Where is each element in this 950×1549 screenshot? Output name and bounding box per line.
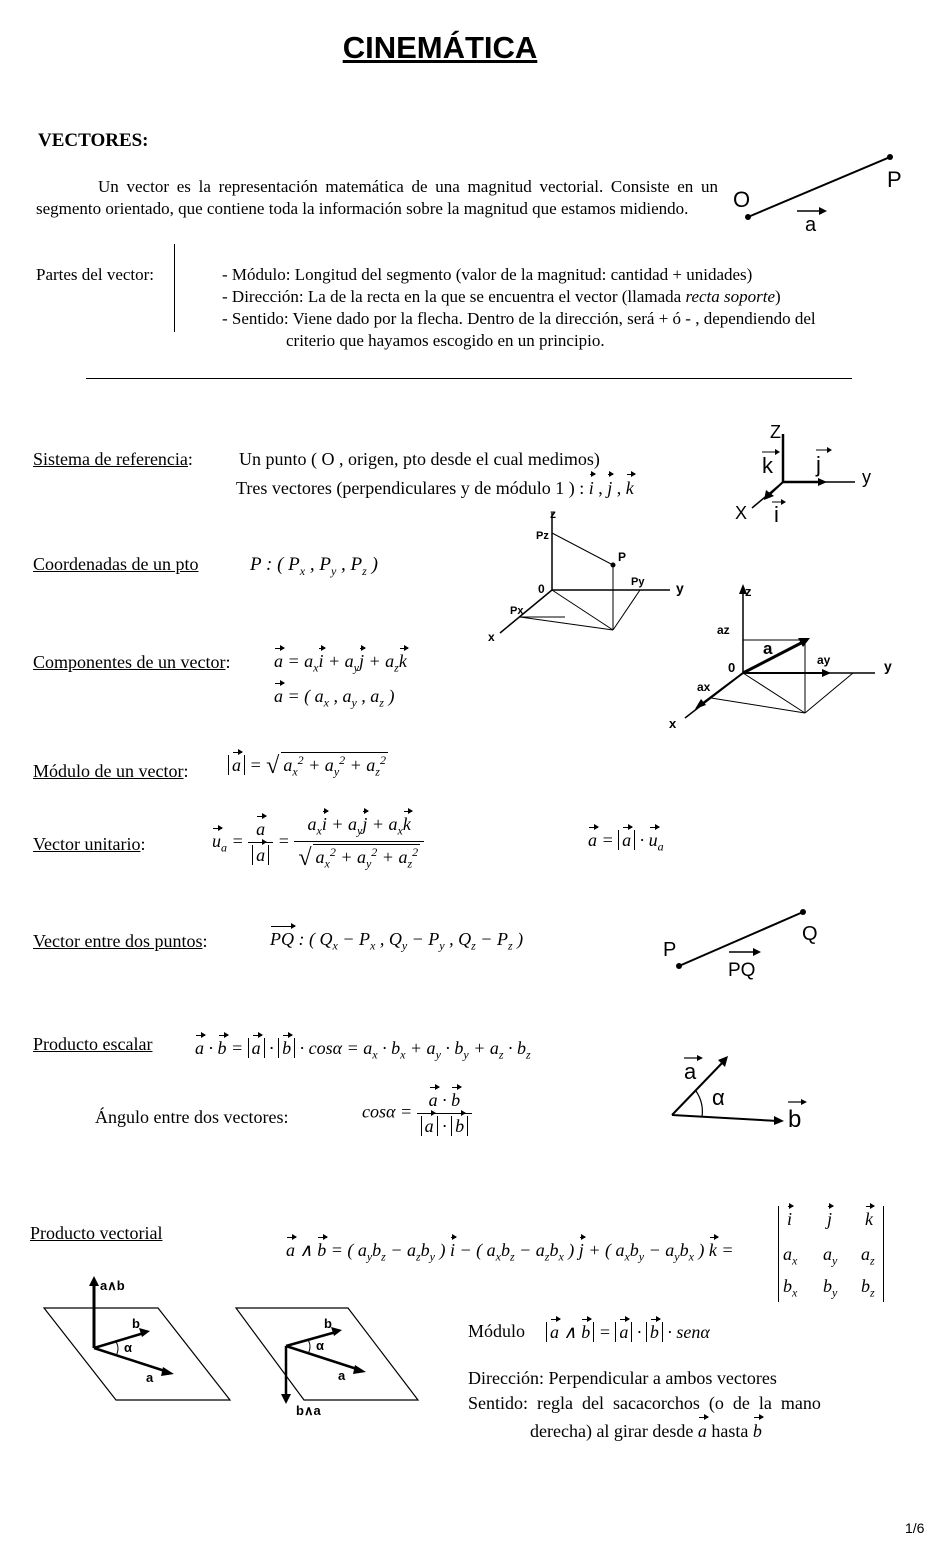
angle-diagram bbox=[660, 1045, 820, 1135]
cross-product-diagrams bbox=[40, 1270, 440, 1430]
svg-text:b∧a: b∧a bbox=[296, 1403, 321, 1418]
svg-text:b: b bbox=[132, 1316, 140, 1331]
unitario-relation: $a = a \cdot u_a$ bbox=[588, 830, 664, 854]
section-divider bbox=[86, 378, 852, 379]
svg-text:z: z bbox=[550, 507, 556, 521]
modulo-formula: a = √ $a_x^2 + a_y^2 + a_z^2$ bbox=[228, 752, 388, 780]
angulo-label: Ángulo entre dos vectores: bbox=[95, 1107, 289, 1127]
svg-text:z: z bbox=[745, 584, 752, 599]
svg-text:P: P bbox=[618, 550, 627, 564]
svg-text:Q: Q bbox=[802, 923, 818, 945]
svg-text:ax: ax bbox=[697, 680, 711, 694]
vectorial-label: Producto vectorial bbox=[30, 1223, 163, 1243]
svg-text:a: a bbox=[338, 1368, 346, 1383]
escalar-label: Producto escalar bbox=[33, 1034, 153, 1054]
sistema-line1: Un punto ( O , origen, pto desde el cual medimos) bbox=[239, 449, 600, 469]
vectorial-sentido: Sentido: regla del sacacorchos (o de la mano bbox=[468, 1393, 821, 1413]
svg-text:0: 0 bbox=[538, 582, 545, 596]
page-title: CINEMÁTICA bbox=[342, 30, 538, 65]
vectores-intro: Un vector es la representación matemática de una magnitud vectorial. Consiste en un segmento orientado, que contiene toda la información sobre la magnitud que estamos midiendo. bbox=[36, 177, 718, 218]
partes-bracket bbox=[174, 244, 175, 332]
partes-label: Partes del vector: bbox=[36, 265, 155, 284]
modulo-label: Módulo de un vector: bbox=[33, 761, 189, 781]
svg-text:ay: ay bbox=[817, 653, 831, 667]
svg-text:y: y bbox=[862, 467, 871, 487]
svg-text:b: b bbox=[324, 1316, 332, 1331]
vectorial-direccion: Dirección: Perpendicular a ambos vectores bbox=[468, 1368, 777, 1388]
svg-text:Px: Px bbox=[510, 605, 524, 617]
entre-puntos-label: Vector entre dos puntos: bbox=[33, 931, 208, 951]
svg-text:az: az bbox=[717, 623, 730, 637]
page-number: 1/6 bbox=[905, 1520, 925, 1536]
vectorial-modulo-formula: a ∧ b = a · b · senα bbox=[546, 1322, 710, 1343]
svg-text:α: α bbox=[316, 1338, 324, 1353]
unitario-label: Vector unitario: bbox=[33, 834, 146, 854]
svg-text:y: y bbox=[676, 580, 684, 596]
vectorial-sentido-cont: derecha) al girar desde a hasta b bbox=[530, 1421, 762, 1441]
componentes-label: Componentes de un vector: bbox=[33, 652, 231, 672]
svg-text:a: a bbox=[684, 1059, 697, 1084]
coordenadas-formula: P : ( $P_x$ , $P_y$ , $P_z$ ) bbox=[250, 554, 378, 578]
svg-text:α: α bbox=[124, 1340, 132, 1355]
vectorial-formula: a ∧ b = ( $a_yb_z - a_zb_y$ ) i − ( $a_xb_z - a_zb_x$ ) j + ( $a_xb_y - a_yb_x$ ) k = bbox=[286, 1240, 734, 1264]
sistema-line2: Tres vectores (perpendiculares y de módulo 1 ) : i , j , k bbox=[236, 478, 634, 498]
vector-components-diagram bbox=[665, 578, 905, 733]
angulo-formula: cosα = $\frac{a \cdot b}{a \cdot b}$ bbox=[362, 1090, 472, 1137]
point-label: P bbox=[887, 167, 902, 192]
origin-label: O bbox=[733, 187, 751, 212]
vector-pq-diagram bbox=[655, 900, 835, 990]
svg-text:PQ: PQ bbox=[728, 960, 756, 981]
svg-text:x: x bbox=[669, 716, 677, 731]
svg-text:0: 0 bbox=[728, 660, 736, 675]
svg-text:a∧b: a∧b bbox=[100, 1278, 125, 1293]
svg-text:α: α bbox=[712, 1085, 725, 1110]
svg-text:a: a bbox=[146, 1370, 154, 1385]
escalar-formula: $a \cdot b = a \cdot b \cdot \cos\alpha = a_x \cdot b_x + a_y \cdot b_y + a_z \cdot b_z$ bbox=[195, 1038, 531, 1062]
parte-sentido-cont: criterio que hayamos escogido en un principio. bbox=[286, 331, 605, 350]
entre-puntos-formula: PQ : ( $Q_x - P_x$ , $Q_y - P_y$ , $Q_z - P_z$ ) bbox=[270, 929, 524, 953]
svg-text:Pz: Pz bbox=[536, 530, 549, 542]
unitario-formula: $u_a$ = $\frac{a}{a}$ = $\frac{a_xi + a_yj + a_xk}{√ a_x^2 + a_y^2 + a_z^2}$ bbox=[212, 814, 424, 872]
svg-text:i: i bbox=[774, 502, 779, 527]
svg-text:x: x bbox=[488, 630, 495, 644]
coordenadas-label: Coordenadas de un pto bbox=[33, 554, 199, 574]
parte-direccion: - Dirección: La de la recta en la que se encuentra el vector (llamada recta soporte) bbox=[222, 287, 781, 306]
svg-text:k: k bbox=[762, 453, 773, 478]
vector-label: a bbox=[805, 214, 817, 236]
vectorial-modulo-label: Módulo bbox=[468, 1321, 526, 1341]
determinant: i j k $a_x$ $a_y$ $a_z$ $b_x$ $b_y$ $b_z$ bbox=[778, 1206, 884, 1302]
reference-axes-diagram bbox=[730, 420, 890, 530]
vector-op-diagram bbox=[725, 145, 915, 245]
sistema-label: Sistema de referencia: bbox=[33, 449, 193, 469]
componentes-formula-2: a = ( $a_x$ , $a_y$ , $a_z$ ) bbox=[274, 686, 395, 710]
svg-text:a: a bbox=[763, 639, 773, 658]
componentes-formula-1: $a = a_xi + a_yj + a_zk$ bbox=[274, 651, 407, 675]
svg-text:X: X bbox=[735, 503, 748, 523]
svg-text:y: y bbox=[884, 658, 892, 674]
svg-text:Py: Py bbox=[631, 576, 645, 588]
point-coordinates-diagram bbox=[480, 505, 690, 645]
svg-text:Z: Z bbox=[770, 422, 781, 442]
parte-sentido: - Sentido: Viene dado por la flecha. Dentro de la dirección, será + ó - , dependiendo del bbox=[222, 309, 816, 328]
svg-text:P: P bbox=[663, 939, 677, 961]
svg-text:b: b bbox=[788, 1106, 802, 1133]
vectores-heading: VECTORES: bbox=[38, 130, 149, 151]
svg-text:j: j bbox=[816, 452, 821, 477]
parte-modulo: - Módulo: Longitud del segmento (valor de la magnitud: cantidad + unidades) bbox=[222, 265, 753, 284]
